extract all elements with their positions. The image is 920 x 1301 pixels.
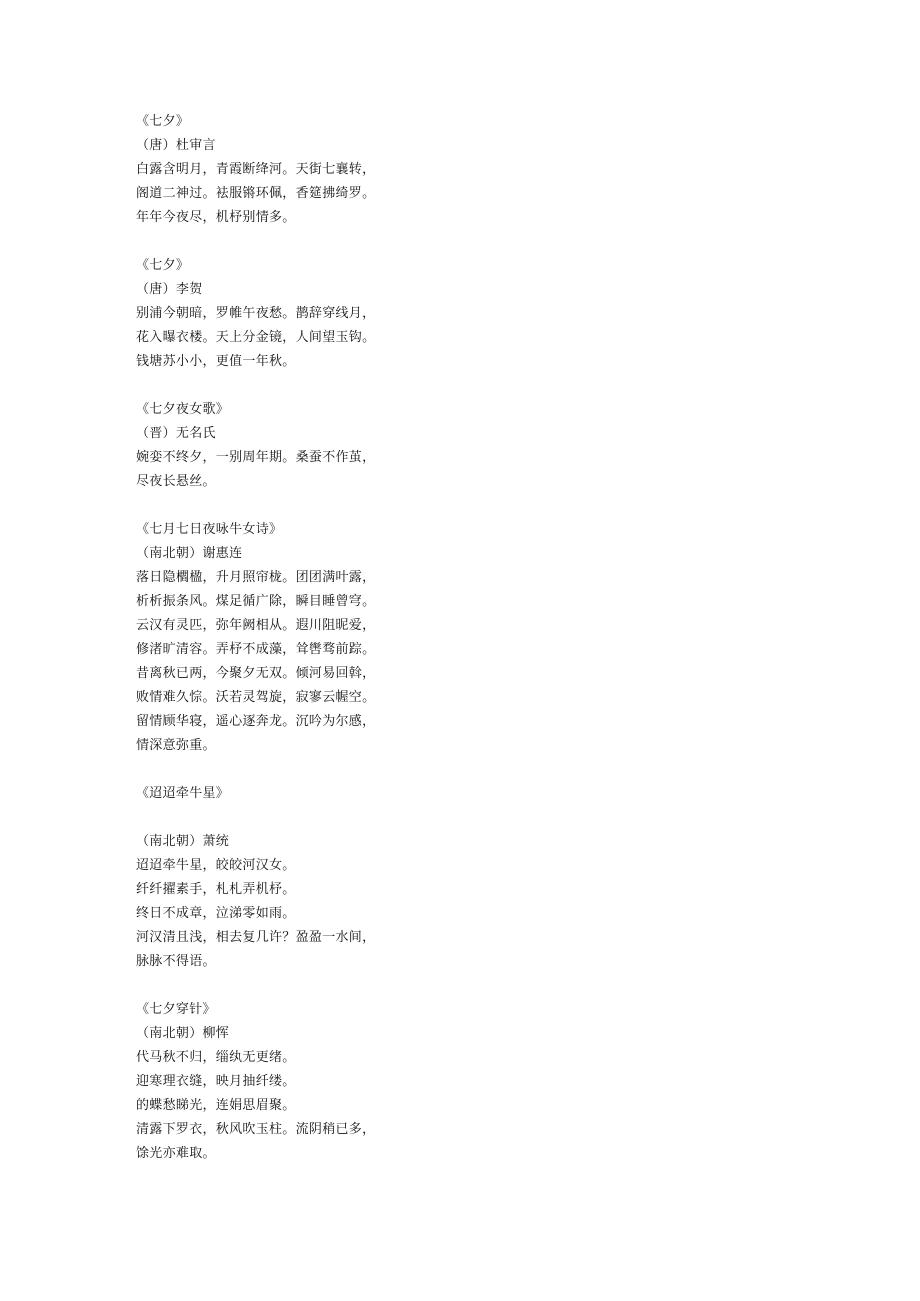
poem-line: 清露下罗衣，秋风吹玉柱。流阴稍已多， <box>136 1122 376 1137</box>
poem-title: 《七夕夜女歌》 <box>136 402 230 417</box>
poem-block <box>136 518 536 758</box>
poem-line: 馀光亦难取。 <box>136 1146 216 1161</box>
poem-line: 留情顾华寝，遥心逐奔龙。沉吟为尔感， <box>136 714 376 729</box>
blank-line <box>136 758 536 782</box>
poem-line: 纤纤擢素手，札札弄机杼。 <box>136 882 296 897</box>
poem-block <box>136 998 536 1166</box>
poem-block <box>136 398 536 494</box>
poem-line: 迢迢牵牛星，皎皎河汉女。 <box>136 858 296 873</box>
blank-line <box>136 230 536 254</box>
poem-author: （南北朝）萧统 <box>136 834 230 849</box>
poem-block <box>136 254 536 374</box>
poem-line: 代马秋不归，缁纨无更绪。 <box>136 1050 296 1065</box>
poem-author: （晋）无名氏 <box>136 426 216 441</box>
poem-line: 白露含明月，青霞断绛河。天街七襄转， <box>136 162 376 177</box>
poem-line: 昔离秋已两，今聚夕无双。倾河易回斡， <box>136 666 376 681</box>
poem-line: 修渚旷清容。弄杼不成藻，耸辔骛前踪。 <box>136 642 376 657</box>
poem-author: （唐）杜审言 <box>136 138 216 153</box>
poem-line: 脉脉不得语。 <box>136 954 216 969</box>
document-page <box>136 110 536 1166</box>
poem-title: 《七月七日夜咏牛女诗》 <box>136 522 283 537</box>
poem-line: 迎寒理衣缝，映月抽纤缕。 <box>136 1074 296 1089</box>
poem-line: 终日不成章，泣涕零如雨。 <box>136 906 296 921</box>
poem-line: 别浦今朝暗，罗帷午夜愁。鹊辞穿线月， <box>136 306 376 321</box>
poem-block <box>136 782 536 974</box>
poem-title: 《迢迢牵牛星》 <box>136 786 230 801</box>
poem-line: 析析振条风。煤足循广除，瞬目睡曾穹。 <box>136 594 376 609</box>
poem-line: 情深意弥重。 <box>136 738 216 753</box>
poem-line: 云汉有灵匹，弥年阙相从。遐川阻昵爱， <box>136 618 376 633</box>
blank-line <box>136 374 536 398</box>
poem-author: （唐）李贺 <box>136 282 203 297</box>
poem-author: （南北朝）柳恽 <box>136 1026 230 1041</box>
blank-line <box>136 974 536 998</box>
poem-line: 婉娈不终夕，一别周年期。桑蚕不作茧， <box>136 450 376 465</box>
poem-line: 花入曝衣楼。天上分金镜，人间望玉钩。 <box>136 330 376 345</box>
poem-line: 河汉清且浅，相去复几许？盈盈一水间， <box>136 930 376 945</box>
poem-line: 败情难久悰。沃若灵驾旋，寂寥云幄空。 <box>136 690 376 705</box>
poem-author: （南北朝）谢惠连 <box>136 546 243 561</box>
blank-line <box>136 806 536 830</box>
poem-block <box>136 110 536 230</box>
poem-title: 《七夕》 <box>136 114 190 129</box>
blank-line <box>136 494 536 518</box>
poem-line: 阁道二神过。袪服锵环佩，香筵拂绮罗。 <box>136 186 376 201</box>
poem-title: 《七夕穿针》 <box>136 1002 216 1017</box>
poem-title: 《七夕》 <box>136 258 190 273</box>
poem-line: 年年今夜尽，机杼别情多。 <box>136 210 296 225</box>
poem-line: 落日隐櫩楹，升月照帘栊。团团满叶露， <box>136 570 376 585</box>
poem-line: 尽夜长悬丝。 <box>136 474 216 489</box>
poem-line: 的蝶愁睇光，连娟思眉聚。 <box>136 1098 296 1113</box>
poem-line: 钱塘苏小小，更值一年秋。 <box>136 354 296 369</box>
